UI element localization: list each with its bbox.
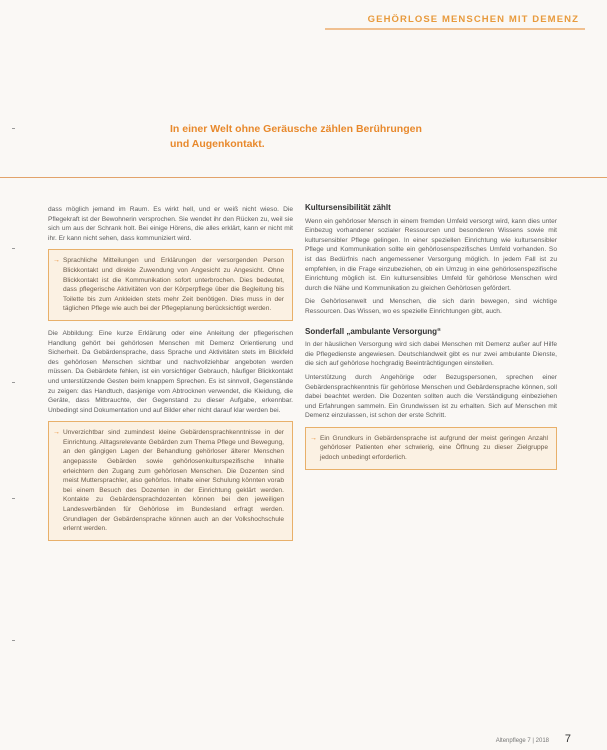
- arrow-icon: →: [53, 257, 60, 265]
- margin-mark: [12, 382, 15, 383]
- info-box-text: Unverzichtbar sind zumindest kleine Gebärdensprachkenntnisse in der Einrichtung. Alltagsrelevante Gebärden zum Thema Pflege und Bewegung, an den gängigen Lagen der Behandlung gehörloser älterer Menschen angepasste Gebärden sowie gehörlosenkulturspezifische Inhalte erleichtern den Zugang zum gehörlosen Menschen. Die Dozenten sind meist Muttersprachler, also gehörlos. Inhalte einer Schulung könnten vorab bei einem Besuch des Dozenten in der Einrichtung geklärt werden. Kontakte zu Gebärdensprachdozenten können bei den jeweiligen Landesverbänden für Gehörlose im Bundesland erfragt werden. Grundlagen der Gebärdensprache können auch an der Volkshochschule erlernt werden.: [63, 429, 284, 533]
- margin-mark: [12, 248, 15, 249]
- arrow-icon: →: [53, 429, 60, 437]
- divider: [0, 177, 607, 178]
- section-title: GEHÖRLOSE MENSCHEN MIT DEMENZ: [367, 14, 579, 25]
- margin-mark: [12, 498, 15, 499]
- right-column: [305, 203, 557, 478]
- info-box-text: Sprachliche Mitteilungen und Erklärungen der versorgenden Person Blickkontakt und direkte Zuwendung von Angesicht zu Angesicht. Ohne Blickkontakt ist die Kommunikation sofort unterbrochen. Dies bedeutet, dass pflegerische Aktivitäten von der Körperpflege über die Begleitung bis Toilette bis zum Ankleiden stets mehr Zeit benötigen. Dies muss in der täglichen Pflege wie auch bei der Pflegeplanung berücksichtigt werden.: [63, 257, 284, 313]
- info-box-text: Ein Grundkurs in Gebärdensprache ist aufgrund der meist geringen Anzahl gehörloser Patienten eher schwierig, eine Öffnung zu dieser Zielgruppe jedoch unbedingt erforderlich.: [320, 434, 548, 462]
- header-rule: [325, 28, 585, 30]
- info-box: [48, 421, 293, 541]
- margin-mark: [12, 640, 15, 641]
- paragraph: In der häuslichen Versorgung wird sich dabei Menschen mit Demenz außer auf Hilfe die Pflegedienste angewiesen. Deutschlandweit gibt es nur zwei ambulante Dienste, die sich auf gehörlose hochgradig Beeinträchtigungen einstellen.: [305, 341, 557, 368]
- arrow-icon: →: [310, 434, 317, 442]
- section-heading: Kultursensibilität zählt: [305, 203, 391, 212]
- paragraph: Die Gehörlosenwelt und Menschen, die sich darin bewegen, sind wichtige Ressourcen. Das Wissen, wo es spezielle Einrichtungen gibt, auch.: [305, 298, 557, 315]
- info-box: [48, 249, 293, 321]
- paragraph: Unterstützung durch Angehörige oder Bezugspersonen, sprechen einer Gebärdensprachkenntnis für gehörlose Menschen und Gebärdensprache können, soll dabei beachtet werden. Die Dozenten sollten auch die Verständigung einbeziehen und Erfahrungen sammeln. Ein Grundwissen ist zu erhalten. Sich auf Menschen mit Demenz einzulassen, ist schon der erste Schritt.: [305, 373, 557, 420]
- footer-label: Altenpflege 7 | 2018: [495, 738, 549, 744]
- paragraph: Wenn ein gehörloser Mensch in einem fremden Umfeld versorgt wird, kann dies unter Einbezug vorhandener sozialer Ressourcen und besonderen Wissens sowie mit kultursensibler Pflege gelingen. In einer speziellen Einrichtung wie kultursensibler Pflege und Kommunikation sollte ein gehörlosenspezifisches Umfeld vorhanden. So ist das Bedürfnis nach angemessener Versorgung möglich. In jedem Fall ist zu empfehlen, in die Frage einzubeziehen, ob ein Umzug in eine gehörlosenspezifische Einrichtung möglich ist. Ein kultursensibles Umfeld für gehörlose Menschen wird durch die Nähe und Kommunikation zu gleichen Gehörlosen gefördert.: [305, 217, 557, 292]
- info-box: [305, 427, 557, 470]
- paragraph: dass möglich jemand im Raum. Es wirkt hell, und er weiß nicht wieso. Die Pflegekraft ist der Bewohnerin versprochen. Sie wendet ihr den Rücken zu, weil sie sich um aus der Schrank holt. Bei einige Hörens, die alles erklärt, kann er nicht mit ihr. Er kann nicht sehen, dass kommuniziert wird.: [48, 206, 293, 242]
- margin-mark: [12, 128, 15, 129]
- pull-quote: In einer Welt ohne Geräusche zählen Berührungen und Augenkontakt.: [170, 123, 422, 150]
- left-column: [48, 205, 293, 549]
- section-heading: Sonderfall „ambulante Versorgung“: [305, 326, 442, 336]
- page-number: 7: [564, 733, 571, 745]
- paragraph: Die Abbildung: Eine kurze Erklärung oder eine Anleitung der pflegerischen Handlung gehört bei gehörlosen Menschen mit Demenz Orientierung und Sicherheit. Da Gebärdensprache, dass Sprache und Aktivitäten stets im Blickfeld des gehörlosen Menschen sichtbar und nachvollziehbar angeboten werden müssen. Da Gebärdete fehlen, ist ein vorsichtiger Gebrauch, häufiger Blickkontakt und unterstützende Gesten beim knappem Sprechen. Es ist sinnvoll, Gegenstände zu zeigen: das Handtuch, dasjenige vom Abtrocknen verwendet, die Kleidung, die Geräte, dass Mitbrauchte, der Gegenstand zu dieser Aufgabe, erkennbar. Unbedingt sind Dokumentation und auf Bilder eher nicht darauf klar werden bei.: [48, 329, 293, 414]
